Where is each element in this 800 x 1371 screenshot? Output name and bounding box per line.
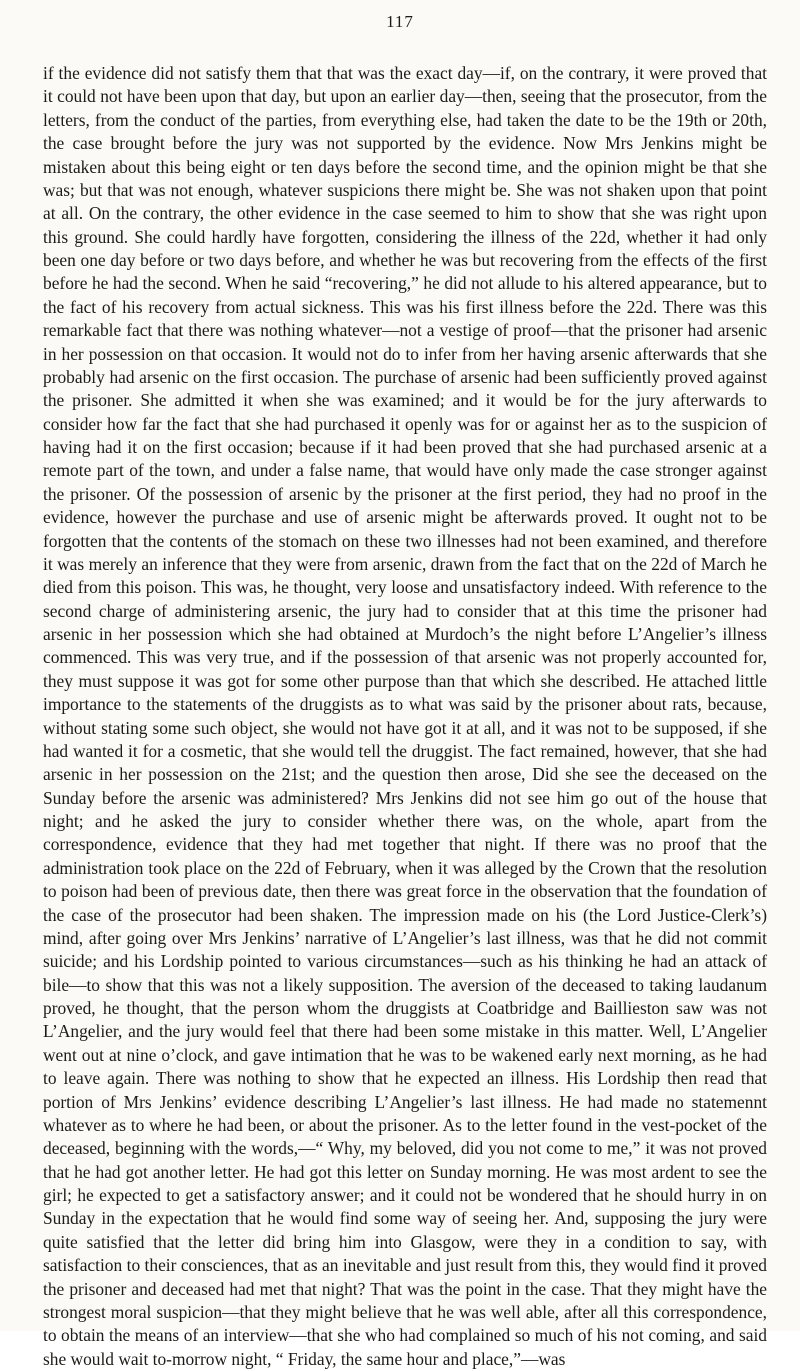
page-number: 117 xyxy=(386,12,414,31)
paragraph: if the evidence did not satisfy them that that was the exact day—if, on the contrary, it were proved that it could not have been upon that day, but upon an earlier day—then, seeing that the prosecutor, from the letters, from the conduct of the parties, from everything else, had taken the date to be the 19th or 20th, the case brought before the jury was not supported by the evidence. Now Mrs Jenkins might be mistaken about this being eight or ten days before the second time, and the opinion might be that she was; but that was not enough, whatever suspicions there might be. She was not shaken upon that point at all. On the contrary, the other evidence in the case seemed to him to show that she was right upon this ground. She could hardly have forgotten, considering the illness of the 22d, whether it had only been one day before or two days before, and whether he was but recovering from the effects of the first before he had the second. When he said “recovering,” he did not allude to his altered appearance, but to the fact of his recovery from actual sickness. This was his first illness before the 22d. There was this remarkable fact that there was nothing whatever—not a vestige of proof—that the prisoner had arsenic in her possession on that occasion. It would not do to infer from her having arsenic afterwards that she probably had arsenic on the first occasion. The purchase of arsenic had been sufficiently proved against the prisoner. She admitted it when she was examined; and it would be for the jury afterwards to consider how far the fact that she had purchased it openly was for or against her as to the suspicion of having had it on the first occasion; because if it had been proved that she had purchased arsenic at a remote part of the town, and under a false name, that would have only made the case stronger against the prisoner. Of the possession of arsenic by the prisoner at the first period, they had no proof in the evidence, however the purchase and use of arsenic might be afterwards proved. It ought not to be forgotten that the contents of the stomach on these two illnesses had not been examined, and therefore it was merely an inference that they were from arsenic, drawn from the fact that on the 22d of March he died from this poison. This was, he thought, very loose and unsatisfactory indeed. With reference to the second charge of administering arsenic, the jury had to consider that at this time the prisoner had arsenic in her possession which she had obtained at Murdoch’s the night before L’Angelier’s illness commenced. This was very true, and if the possession of that arsenic was not properly accounted for, they must suppose it was got for some other purpose than that which she described. He attached little importance to the statements of the druggists as to what was said by the prisoner about rats, because, without stating some such object, she would not have got it at all, and it was not to be supposed, if she had wanted it for a cosmetic, that she would tell the druggist. The fact remained, however, that she had arsenic in her possession on the 21st; and the question then arose, Did she see the deceased on the Sunday before the arsenic was administered? Mrs Jenkins did not see him go out of the house that night; and he asked the jury to consider whether there was, on the whole, apart from the correspondence, evidence that they had met together that night. If there was no proof that the administration took place on the 22d of February, when it was alleged by the Crown that the resolution to poison had been of previous date, then there was great force in the observation that the foundation of the case of the prosecutor had been shaken. The impression made on his (the Lord Justice-Clerk’s) mind, after going over Mrs Jenkins’ narrative of L’Angelier’s last illness, was that he did not commit suicide; and his Lordship pointed to various circumstances—such as his thinking he had an attack of bile—to show that this was not a likely supposition. The aversion of the deceased to taking laudanum proved, he thought, that the person whom the druggists at Coatbridge and Baillieston saw was not L’Angelier, and the jury would feel that there had been some mistake in this matter. Well, L’Angelier went out at nine o’clock, and gave intimation that he was to be wakened early next morning, as he had to leave again. There was nothing to show that he expected an illness. His Lordship then read that portion of Mrs Jenkins’ evidence describing L’Angelier’s last illness. He had made no statemennt whatever as to where he had been, or about the prisoner. As to the letter found in the vest-pocket of the deceased, beginning with the words,—“ Why, my beloved, did you not come to me,” it was not proved that he had got another letter. He had got this letter on Sunday morning. He was most ardent to see the girl; he expected to get a satisfactory answer; and it could not be wondered that he should hurry in on Sunday in the expectation that he would find some way of seeing her. And, supposing the jury were quite satisfied that the letter did bring him into Glasgow, were they in a condition to say, with satisfaction to their consciences, that as an inevitable and just result from this, they would find it proved the prisoner and deceased had met that night? That was the point in the case. That they might have the strongest moral suspicion—that they might believe that he was well able, after all this correspondence, to obtain the means of an interview—that she who had complained so much of his not coming, and said she would wait to-morrow night, “ Friday, the same hour and place,”—was xyxy=(43,63,767,1369)
body-text xyxy=(43,62,767,1371)
